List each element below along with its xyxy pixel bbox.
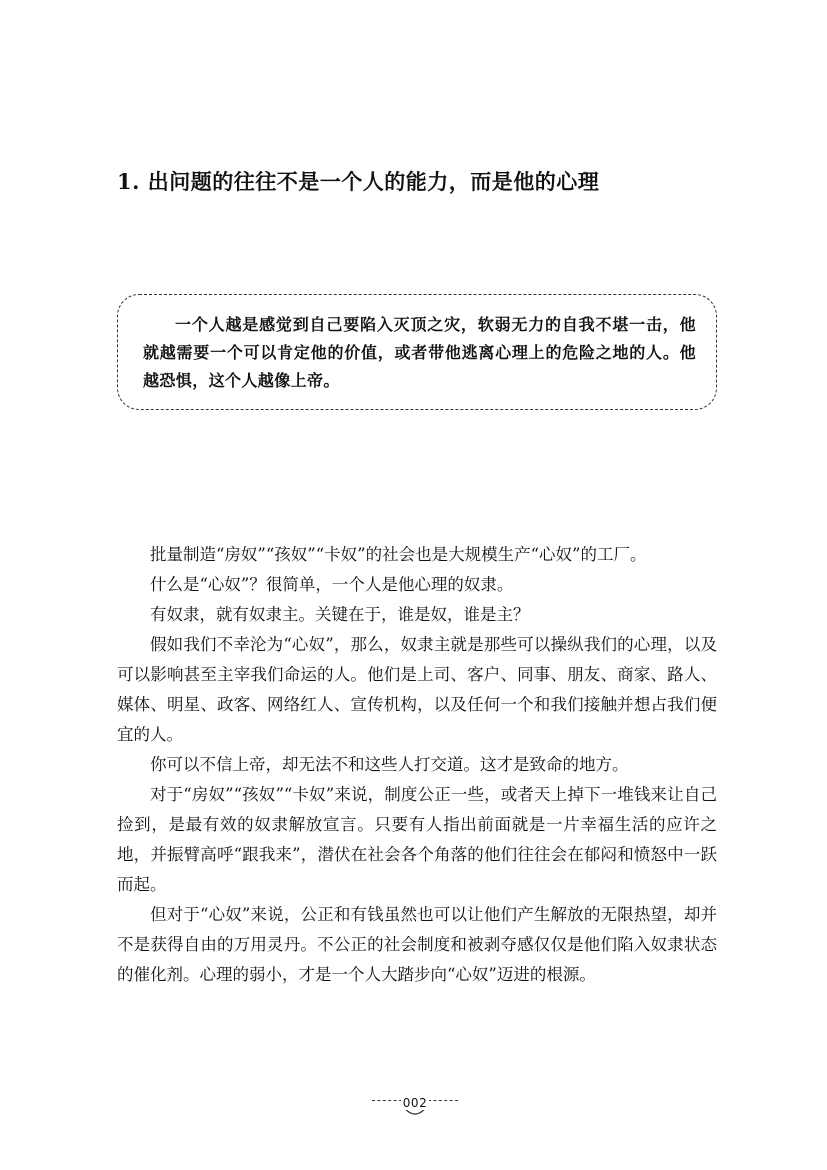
quote-box [117,294,717,410]
paragraph: 但对于“心奴”来说，公正和有钱虽然也可以让他们产生解放的无限热望，却并不是获得自由的万用灵丹。不公正的社会制度和被剥夺感仅仅是他们陷入奴隶状态的催化剂。心理的弱小，才是一个人大踏步向“心奴”迈进的根源。 [117,905,717,984]
paragraph: 假如我们不幸沦为“心奴”，那么，奴隶主就是那些可以操纵我们的心理，以及可以影响甚至主宰我们命运的人。他们是上司、客户、同事、朋友、商家、路人、媒体、明星、政客、网络红人、宣传机构，以及任何一个和我们接触并想占我们便宜的人。 [117,635,717,744]
paragraph: 有奴隶，就有奴隶主。关键在于，谁是奴，谁是主？ [150,605,530,624]
paragraph: 对于“房奴”“孩奴”“卡奴”来说，制度公正一些，或者天上掉下一堆钱来让自己捡到，是最有效的奴隶解放宣言。只要有人指出前面就是一片幸福生活的应许之地，并振臂高呼“跟我来”，潜伏在社会各个角落的他们往往会在郁闷和愤怒中一跃而起。 [117,785,717,894]
quote-text: 一个人越是感觉到自己要陷入灭顶之灾，软弱无力的自我不堪一击，他就越需要一个可以肯定他的价值，或者带他逃离心理上的危险之地的人。他越恐惧，这个人越像上帝。 [143,315,696,390]
paragraph: 批量制造“房奴”“孩奴”“卡奴”的社会也是大规模生产“心奴”的工厂。 [150,545,647,564]
body-text [117,540,717,990]
paragraph: 什么是“心奴”？很简单，一个人是他心理的奴隶。 [150,575,514,594]
page-number-text: 002 [402,1096,428,1110]
page-number-dash-left [372,1100,402,1101]
page-number-dash-right [428,1100,458,1101]
page-number [370,1092,460,1132]
chapter-title: 1. 出问题的往往不是一个人的能力，而是他的心理 [117,169,600,194]
paragraph: 你可以不信上帝，却无法不和这些人打交道。这才是致命的地方。 [150,755,629,774]
